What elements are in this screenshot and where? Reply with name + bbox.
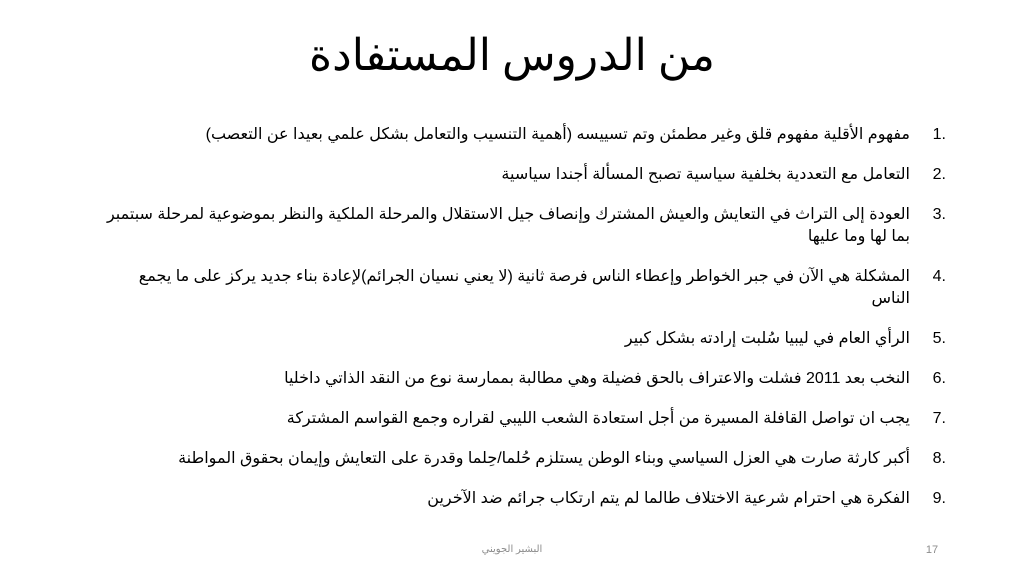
list-item: [96, 124, 946, 146]
item-number: 6.: [932, 370, 946, 387]
item-text: مفهوم الأقلية مفهوم قلق وغير مطمئن وتم تسييسه (أهمية التنسيب والتعامل بشكل علمي بعيدا عن التعصب): [205, 126, 910, 143]
list-item: [96, 488, 946, 510]
footer-author: البشير الجويني: [481, 544, 543, 555]
page-number: 17: [925, 544, 939, 556]
item-text: النخب بعد 2011 فشلت والاعتراف بالحق فضيلة وهي مطالبة بممارسة نوع من النقد الذاتي داخليا: [284, 370, 910, 387]
item-number: 7.: [932, 410, 946, 427]
item-text: المشكلة هي الآن في جبر الخواطر وإعطاء الناس فرصة ثانية (لا يعني نسيان الجرائم)لإعادة بناء جديد يركز على ما يجمع الناس: [138, 268, 910, 307]
lessons-list: [96, 124, 946, 528]
item-number: 5.: [932, 330, 946, 347]
list-item: [96, 328, 946, 350]
list-item: [96, 448, 946, 470]
item-text: العودة إلى التراث في التعايش والعيش المشترك وإنصاف جيل الاستقلال والمرحلة الملكية والنظر بموضوعية لمرحلة سبتمبر بما لها وما عليها: [106, 206, 910, 245]
item-number: 2.: [932, 166, 946, 183]
list-item: [96, 368, 946, 390]
list-item: [96, 408, 946, 430]
list-item: [96, 204, 946, 248]
list-item: [96, 164, 946, 186]
item-text: التعامل مع التعددية بخلفية سياسية تصبح المسألة أجندا سياسية: [501, 166, 910, 183]
item-text: يجب ان تواصل القافلة المسيرة من أجل استعادة الشعب الليبي لقراره وجمع القواسم المشتركة: [286, 410, 910, 427]
list-item: [96, 266, 946, 310]
item-number: 9.: [932, 490, 946, 507]
item-number: 8.: [932, 450, 946, 467]
item-number: 3.: [932, 206, 946, 223]
slide-title: من الدروس المستفادة: [309, 31, 715, 80]
item-number: 4.: [932, 268, 946, 285]
item-text: الفكرة هي احترام شرعية الاختلاف طالما لم يتم ارتكاب جرائم ضد الآخرين: [427, 490, 910, 507]
item-text: أكبر كارثة صارت هي العزل السياسي وبناء الوطن يستلزم حُلما/حِلما وقدرة على التعايش وإيمان بحقوق المواطنة: [178, 450, 910, 467]
item-number: 1.: [932, 126, 946, 143]
item-text: الرأي العام في ليبيا سُلبت إرادته بشكل كبير: [624, 330, 910, 347]
